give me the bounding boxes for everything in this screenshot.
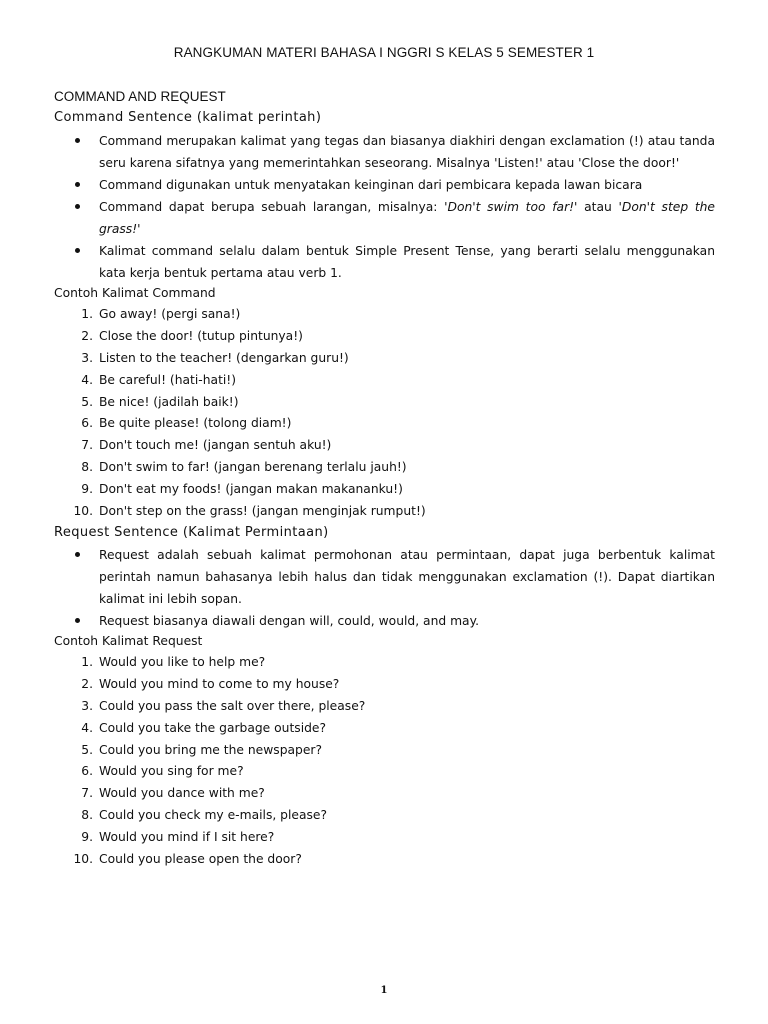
list-item bbox=[54, 740, 715, 762]
bullet-text-part: atau bbox=[577, 200, 619, 214]
list-item bbox=[54, 413, 715, 435]
item-text: Could you pass the salt over there, please? bbox=[99, 698, 366, 713]
list-item bbox=[54, 696, 715, 718]
item-text: Could you bring me the newspaper? bbox=[99, 742, 322, 757]
item-text: Go away! (pergi sana!) bbox=[99, 307, 241, 321]
item-number: 3. bbox=[81, 698, 93, 713]
bullet-icon bbox=[75, 248, 80, 253]
item-text: Could you take the garbage outside? bbox=[99, 720, 327, 735]
section-heading: COMMAND AND REQUEST bbox=[54, 89, 226, 104]
bullet-icon bbox=[75, 552, 80, 557]
item-text: Be careful! (hati-hati!) bbox=[99, 372, 237, 387]
item-number: 2. bbox=[81, 676, 93, 691]
bullet-text-part: Command dapat berupa sebuah larangan, misalnya: bbox=[99, 200, 445, 214]
request-bullet-list bbox=[54, 544, 715, 632]
list-item bbox=[54, 392, 715, 414]
command-example-list bbox=[54, 304, 715, 523]
bullet-text: Command merupakan kalimat yang tegas dan biasanya diakhiri dengan exclamation (!) atau tanda seru karena sifatnya yang memerintahkan seseorang. Misalnya 'Listen!' atau 'Close the door!' bbox=[99, 134, 715, 170]
list-item bbox=[54, 174, 715, 196]
list-item bbox=[54, 718, 715, 740]
item-text: Don't eat my foods! (jangan makan makananku!) bbox=[99, 482, 403, 497]
list-item bbox=[54, 326, 715, 348]
page-number: 1 bbox=[380, 985, 388, 996]
bullet-icon bbox=[75, 182, 80, 187]
request-examples-heading: Contoh Kalimat Request bbox=[54, 634, 203, 648]
list-item bbox=[54, 457, 715, 479]
list-item bbox=[54, 652, 715, 674]
list-item bbox=[54, 805, 715, 827]
item-number: 7. bbox=[81, 786, 93, 801]
list-item bbox=[54, 610, 715, 632]
item-number: 9. bbox=[81, 482, 93, 497]
command-examples-heading: Contoh Kalimat Command bbox=[54, 286, 216, 300]
item-number: 5. bbox=[81, 742, 93, 757]
list-item bbox=[54, 849, 715, 871]
list-item bbox=[54, 479, 715, 501]
item-text: Could you check my e-mails, please? bbox=[99, 808, 328, 823]
list-item bbox=[54, 196, 715, 240]
item-number: 8. bbox=[81, 460, 93, 475]
list-item bbox=[54, 435, 715, 457]
list-item bbox=[54, 501, 715, 523]
list-item bbox=[54, 370, 715, 392]
item-number: 10. bbox=[73, 504, 93, 519]
example-italic: 'Don't step the grass!' bbox=[99, 200, 715, 236]
bullet-text bbox=[99, 196, 715, 240]
item-number: 4. bbox=[81, 372, 93, 387]
item-number: 8. bbox=[81, 808, 93, 823]
bullet-icon bbox=[75, 618, 80, 623]
item-number: 9. bbox=[81, 830, 93, 845]
item-number: 1. bbox=[81, 307, 93, 321]
list-item bbox=[54, 783, 715, 805]
item-number: 4. bbox=[81, 720, 93, 735]
item-text: Don't swim to far! (jangan berenang terlalu jauh!) bbox=[99, 460, 407, 475]
bullet-icon bbox=[75, 138, 80, 143]
request-example-list bbox=[54, 652, 715, 871]
bullet-text: Kalimat command selalu dalam bentuk Simple Present Tense, yang berarti selalu menggunakan kata kerja bentuk pertama atau verb 1. bbox=[99, 244, 715, 280]
list-item bbox=[54, 304, 715, 326]
item-text: Be quite please! (tolong diam!) bbox=[99, 416, 292, 431]
item-text: Don't touch me! (jangan sentuh aku!) bbox=[99, 438, 332, 453]
item-text: Would you sing for me? bbox=[99, 764, 244, 779]
item-text: Would you mind to come to my house? bbox=[99, 676, 340, 691]
command-heading: Command Sentence (kalimat perintah) bbox=[54, 110, 322, 125]
list-item bbox=[54, 761, 715, 783]
list-item bbox=[54, 674, 715, 696]
item-text: Would you dance with me? bbox=[99, 786, 265, 801]
example-italic: 'Don't swim too far!' bbox=[444, 200, 578, 214]
list-item bbox=[54, 130, 715, 174]
item-number: 10. bbox=[73, 852, 93, 867]
item-text: Could you please open the door? bbox=[99, 852, 302, 867]
item-number: 5. bbox=[81, 394, 93, 409]
item-text: Be nice! (jadilah baik!) bbox=[99, 394, 239, 409]
item-number: 1. bbox=[81, 655, 93, 669]
bullet-icon bbox=[75, 204, 80, 209]
bullet-text: Command digunakan untuk menyatakan keinginan dari pembicara kepada lawan bicara bbox=[99, 178, 643, 192]
command-bullet-list bbox=[54, 130, 715, 284]
item-text: Would you like to help me? bbox=[99, 655, 266, 669]
list-item bbox=[54, 827, 715, 849]
item-text: Close the door! (tutup pintunya!) bbox=[99, 328, 303, 343]
list-item bbox=[54, 240, 715, 284]
list-item bbox=[54, 544, 715, 610]
bullet-text: Request adalah sebuah kalimat permohonan atau permintaan, dapat juga berbentuk kalimat perintah namun bahasanya lebih halus dan tidak menggunakan exclamation (!). Dapat diartikan kalimat ini lebih sopan. bbox=[99, 548, 715, 606]
request-heading: Request Sentence (Kalimat Permintaan) bbox=[54, 525, 329, 540]
item-text: Listen to the teacher! (dengarkan guru!) bbox=[99, 350, 349, 365]
item-text: Don't step on the grass! (jangan menginjak rumput!) bbox=[99, 504, 426, 519]
item-number: 6. bbox=[81, 764, 93, 779]
item-number: 6. bbox=[81, 416, 93, 431]
document-title: RANGKUMAN MATERI BAHASA I NGGRI S KELAS 5 SEMESTER 1 bbox=[173, 45, 595, 60]
list-item bbox=[54, 348, 715, 370]
item-number: 7. bbox=[81, 438, 93, 453]
item-number: 3. bbox=[81, 350, 93, 365]
bullet-text: Request biasanya diawali dengan will, could, would, and may. bbox=[99, 614, 480, 628]
item-number: 2. bbox=[81, 328, 93, 343]
item-text: Would you mind if I sit here? bbox=[99, 830, 275, 845]
